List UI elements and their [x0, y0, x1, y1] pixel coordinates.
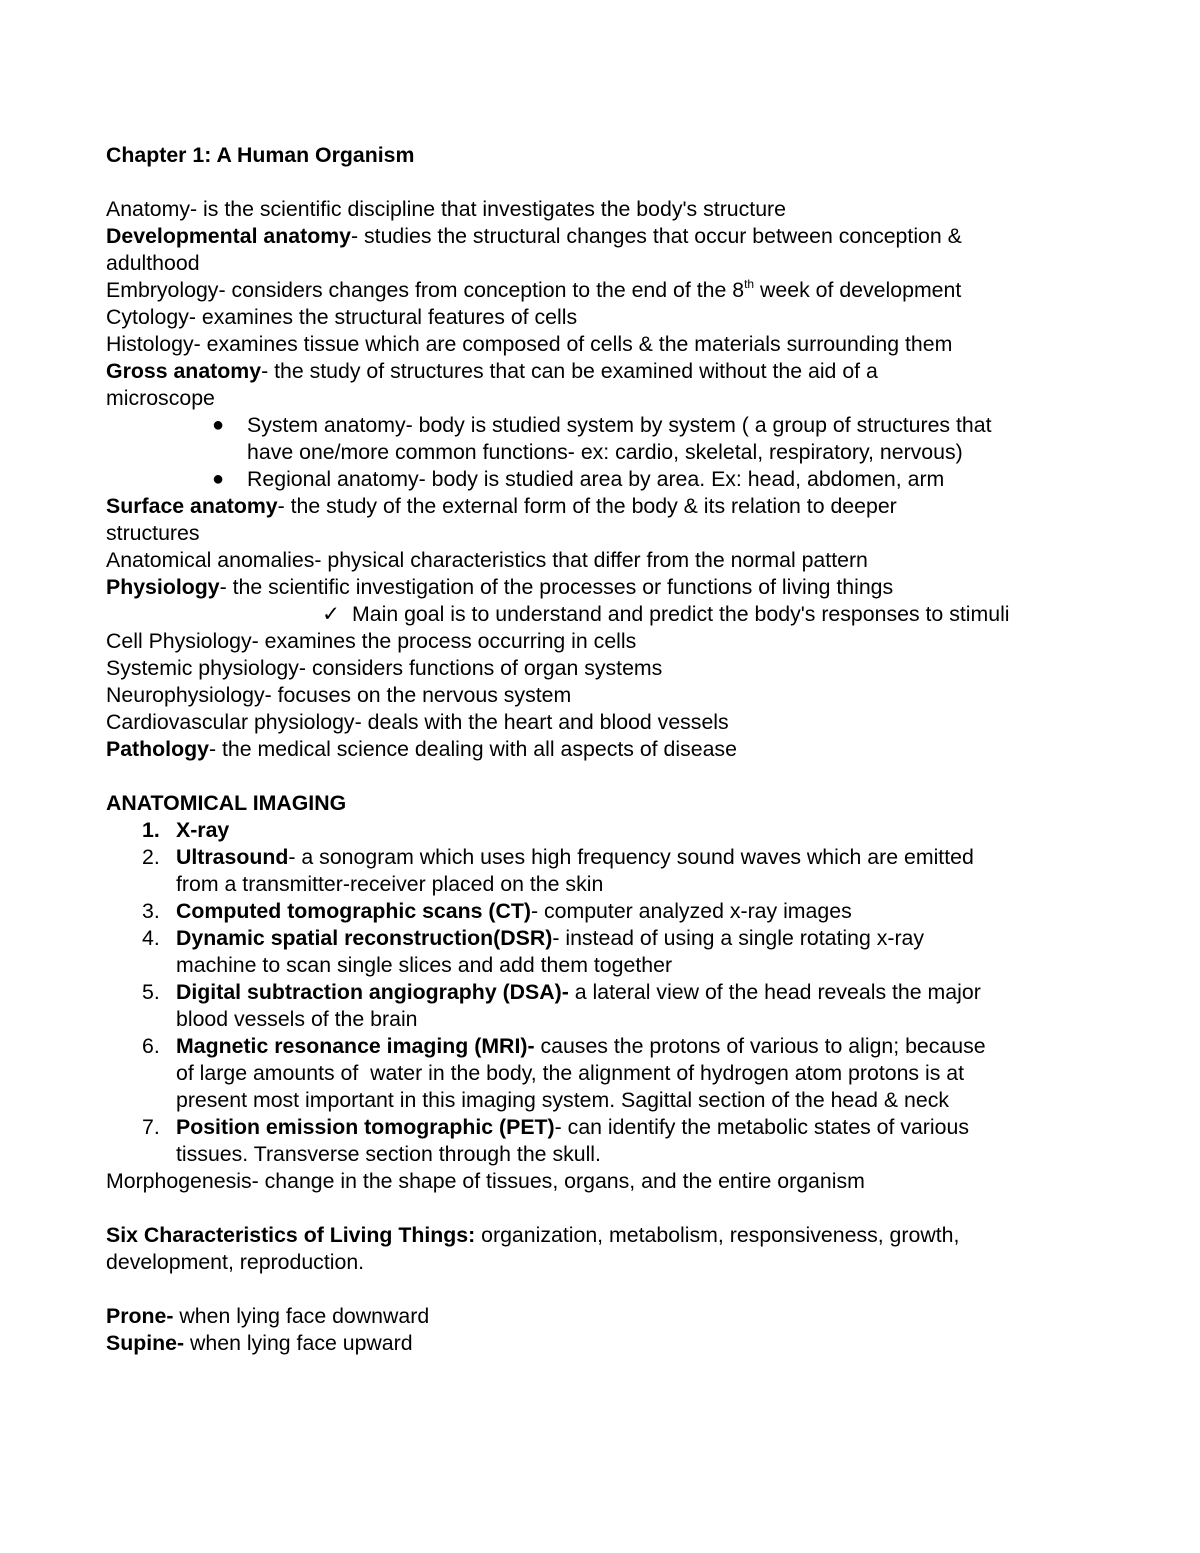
spacer — [106, 763, 1091, 790]
item-term: Digital subtraction angiography (DSA)- — [176, 980, 569, 1004]
chapter-title: Chapter 1: A Human Organism — [106, 143, 415, 167]
definition-line — [106, 331, 1091, 358]
item-text: from a transmitter-receiver placed on the skin — [176, 872, 604, 896]
definition-line — [106, 493, 1091, 520]
definition-line — [106, 709, 1091, 736]
item-term: Ultrasound — [176, 845, 289, 869]
spacer — [106, 169, 1091, 196]
item-term: Magnetic resonance imaging (MRI)- — [176, 1034, 535, 1058]
numbered-item — [106, 979, 1091, 1033]
checkmark-icon: ✓ — [322, 602, 340, 626]
item-number: 7. — [142, 1115, 160, 1139]
item-text: - a sonogram which uses high frequency sound waves which are emitted — [288, 845, 974, 869]
definition-text: Histology- examines tissue which are composed of cells & the materials surrounding them — [106, 332, 953, 356]
definition-line — [106, 682, 1091, 709]
definition-line — [106, 196, 1091, 223]
definition-term: Physiology — [106, 575, 220, 599]
numbered-item — [106, 817, 1091, 844]
definition-term: Supine- — [106, 1331, 185, 1355]
definition-text: when lying face upward — [184, 1331, 413, 1355]
definition-text: - the medical science dealing with all aspects of disease — [208, 737, 737, 761]
definition-text: Cell Physiology- examines the process occurring in cells — [106, 629, 637, 653]
definition-term: Prone- — [106, 1304, 174, 1328]
definition-text: Systemic physiology- considers functions of organ systems — [106, 656, 663, 680]
definition-text: microscope — [106, 386, 215, 410]
definition-text: - the study of structures that can be examined without the aid of a — [261, 359, 878, 383]
definition-line — [106, 304, 1091, 331]
definition-term: Six Characteristics of Living Things: — [106, 1223, 476, 1247]
list-item-text: Regional anatomy- body is studied area by area. Ex: head, abdomen, arm — [247, 467, 945, 491]
item-number: 2. — [142, 845, 160, 869]
item-text: - can identify the metabolic states of various — [554, 1115, 969, 1139]
definition-text: week of development — [754, 278, 962, 302]
definition-line — [106, 223, 1091, 250]
definition-line: Morphogenesis- change in the shape of tissues, organs, and the entire organism — [106, 1169, 865, 1193]
definition-line — [106, 628, 1091, 655]
definition-line — [106, 736, 1091, 763]
list-item-text: Main goal is to understand and predict the body's responses to stimuli — [352, 602, 1010, 626]
definition-text: Cardiovascular physiology- deals with the heart and blood vessels — [106, 710, 729, 734]
item-number: 1. — [142, 818, 160, 842]
definition-line — [106, 1303, 1091, 1330]
definition-term: Gross anatomy — [106, 359, 262, 383]
item-text: - computer analyzed x-ray images — [530, 899, 852, 923]
section-heading: ANATOMICAL IMAGING — [106, 791, 347, 815]
definition-text: Embryology- considers changes from conception to the end of the 8 — [106, 278, 745, 302]
definition-text: - the study of the external form of the body & its relation to deeper — [277, 494, 897, 518]
item-text: a lateral view of the head reveals the major — [568, 980, 981, 1004]
item-term: Position emission tomographic (PET) — [176, 1115, 555, 1139]
definition-text: - studies the structural changes that occur between conception & — [351, 224, 962, 248]
spacer — [106, 1195, 1091, 1222]
item-text: present most important in this imaging system. Sagittal section of the head & neck — [176, 1088, 949, 1112]
superscript: th — [744, 277, 755, 291]
definition-text: Anatomical anomalies- physical characteristics that differ from the normal pattern — [106, 548, 868, 572]
definition-text: Neurophysiology- focuses on the nervous system — [106, 683, 572, 707]
bullet-icon: ● — [212, 468, 225, 490]
definition-line — [106, 250, 1091, 277]
definition-term: Pathology — [106, 737, 209, 761]
item-text: - instead of using a single rotating x-ray — [552, 926, 925, 950]
list-item — [106, 412, 1091, 466]
definition-line — [106, 655, 1091, 682]
definition-text: when lying face downward — [173, 1304, 430, 1328]
definition-text: adulthood — [106, 251, 200, 275]
definition-line — [106, 574, 1091, 601]
characteristics-line — [106, 1222, 1091, 1249]
definition-line — [106, 520, 1091, 547]
item-text: blood vessels of the brain — [176, 1007, 418, 1031]
numbered-item — [106, 925, 1091, 979]
item-text: machine to scan single slices and add them together — [176, 953, 673, 977]
list-item-text: have one/more common functions- ex: cardio, skeletal, respiratory, nervous) — [247, 440, 963, 464]
definition-line — [106, 1330, 1091, 1357]
item-number: 6. — [142, 1034, 160, 1058]
definition-term: Surface anatomy — [106, 494, 278, 518]
definition-text: structures — [106, 521, 200, 545]
list-item — [106, 601, 1091, 628]
list-item-text: System anatomy- body is studied system by system ( a group of structures that — [247, 413, 992, 437]
item-term: Dynamic spatial reconstruction(DSR) — [176, 926, 553, 950]
item-text: causes the protons of various to align; because — [534, 1034, 986, 1058]
definition-text: Anatomy- is the scientific discipline that investigates the body's structure — [106, 197, 786, 221]
definition-text: organization, metabolism, responsiveness, growth, — [475, 1223, 960, 1247]
definition-text: - the scientific investigation of the processes or functions of living things — [219, 575, 894, 599]
item-number: 4. — [142, 926, 160, 950]
numbered-item — [106, 1033, 1091, 1114]
spacer — [106, 1276, 1091, 1303]
item-text: tissues. Transverse section through the skull. — [176, 1142, 601, 1166]
item-term: Computed tomographic scans (CT) — [176, 899, 531, 923]
item-number: 3. — [142, 899, 160, 923]
definition-line — [106, 358, 1091, 385]
definition-term: Developmental anatomy — [106, 224, 351, 248]
item-term: X-ray — [176, 818, 230, 842]
definition-line — [106, 385, 1091, 412]
definition-line — [106, 547, 1091, 574]
item-text: of large amounts of water in the body, the alignment of hydrogen atom protons is at — [176, 1061, 965, 1085]
definition-line — [106, 277, 1091, 304]
characteristics-line: development, reproduction. — [106, 1250, 365, 1274]
numbered-item — [106, 898, 1091, 925]
bullet-icon: ● — [212, 414, 225, 436]
item-number: 5. — [142, 980, 160, 1004]
document-page — [106, 142, 1091, 1357]
numbered-item — [106, 844, 1091, 898]
list-item — [106, 466, 1091, 493]
numbered-item — [106, 1114, 1091, 1168]
definition-text: Cytology- examines the structural features of cells — [106, 305, 578, 329]
